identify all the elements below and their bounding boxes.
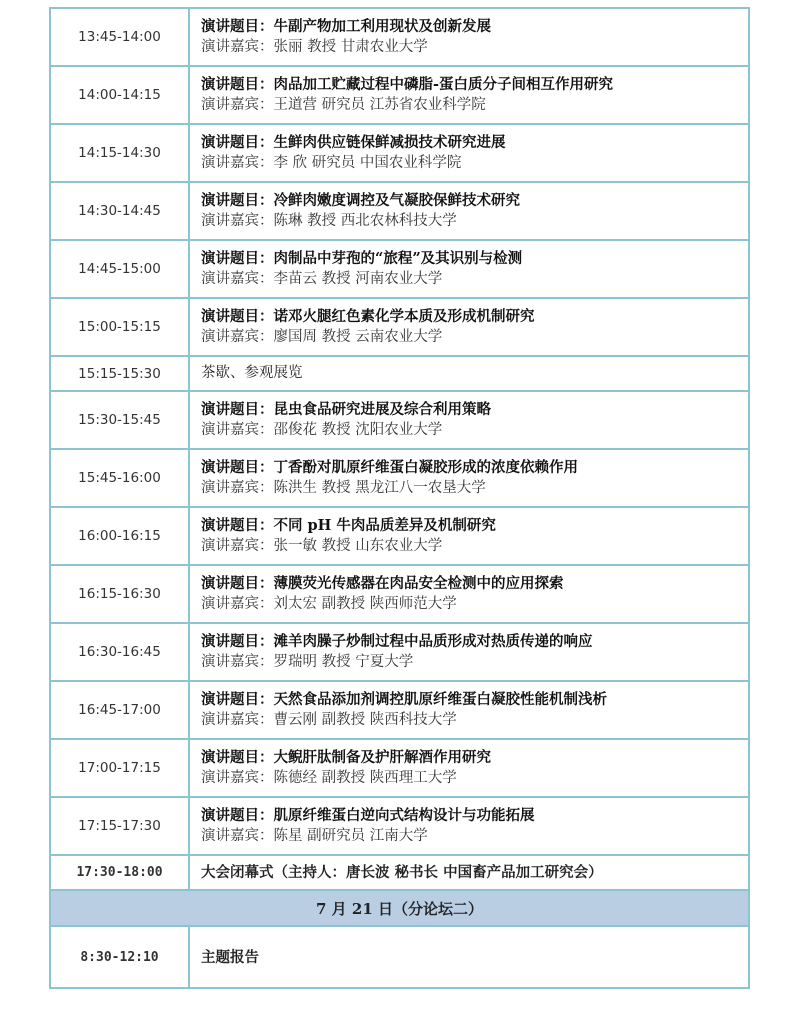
talk-speaker: 演讲嘉宾：张一敏 教授 山东农业大学 — [201, 538, 443, 554]
talk-speaker: 演讲嘉宾：李苗云 教授 河南农业大学 — [201, 271, 443, 287]
talk-cell — [189, 565, 749, 623]
time-cell: 16:30-16:45 — [50, 623, 189, 681]
talk-row — [50, 124, 749, 182]
talk-speaker: 演讲嘉宾：邵俊花 教授 沈阳农业大学 — [201, 422, 443, 438]
time-cell: 14:30-14:45 — [50, 182, 189, 240]
day-header-row — [50, 890, 749, 926]
closing-text: 大会闭幕式（主持人：唐长波 秘书长 中国畜产品加工研究会） — [189, 855, 749, 890]
talk-speaker: 演讲嘉宾：陈琳 教授 西北农林科技大学 — [201, 213, 457, 229]
talk-row — [50, 391, 749, 449]
talk-speaker: 演讲嘉宾：陈洪生 教授 黑龙江八一农垦大学 — [201, 480, 486, 496]
time-cell: 15:00-15:15 — [50, 298, 189, 356]
talk-cell — [189, 507, 749, 565]
talk-cell — [189, 681, 749, 739]
talk-speaker: 演讲嘉宾：曹云刚 副教授 陕西科技大学 — [201, 712, 457, 728]
talk-row — [50, 739, 749, 797]
break-group — [50, 356, 749, 391]
closing-group — [50, 855, 749, 988]
day-header: 7 月 21 日（分论坛二） — [50, 890, 749, 926]
talk-row — [50, 449, 749, 507]
talk-speaker: 演讲嘉宾：刘太宏 副教授 陕西师范大学 — [201, 596, 457, 612]
talk-cell — [189, 66, 749, 124]
talk-topic: 演讲题目：冷鲜肉嫩度调控及气凝胶保鲜技术研究 — [201, 192, 520, 209]
talk-cell — [189, 124, 749, 182]
talk-topic: 演讲题目：丁香酚对肌原纤维蛋白凝胶形成的浓度依赖作用 — [201, 459, 578, 476]
talk-row — [50, 681, 749, 739]
talk-row — [50, 797, 749, 855]
talk-row — [50, 623, 749, 681]
time-cell: 17:15-17:30 — [50, 797, 189, 855]
talk-topic: 演讲题目：诺邓火腿红色素化学本质及形成机制研究 — [201, 308, 535, 325]
talk-cell — [189, 623, 749, 681]
talk-topic: 演讲题目：牛副产物加工利用现状及创新发展 — [201, 18, 491, 35]
talk-speaker: 演讲嘉宾：李 欣 研究员 中国农业科学院 — [201, 155, 462, 171]
talk-speaker: 演讲嘉宾：廖国周 教授 云南农业大学 — [201, 329, 443, 345]
closing-row — [50, 855, 749, 890]
schedule-table — [49, 7, 750, 989]
talks-group-1 — [50, 8, 749, 356]
report-row — [50, 926, 749, 988]
talk-topic: 演讲题目：不同 pH 牛肉品质差异及机制研究 — [201, 517, 496, 534]
time-cell: 15:30-15:45 — [50, 391, 189, 449]
talk-topic: 演讲题目：薄膜荧光传感器在肉品安全检测中的应用探索 — [201, 575, 564, 592]
talk-row — [50, 240, 749, 298]
talk-row — [50, 66, 749, 124]
time-cell: 14:45-15:00 — [50, 240, 189, 298]
talk-row — [50, 507, 749, 565]
time-cell: 16:00-16:15 — [50, 507, 189, 565]
talk-topic: 演讲题目：昆虫食品研究进展及综合利用策略 — [201, 401, 491, 418]
time-cell: 13:45-14:00 — [50, 8, 189, 66]
time-cell: 15:15-15:30 — [50, 356, 189, 391]
talk-topic: 演讲题目：肌原纤维蛋白逆向式结构设计与功能拓展 — [201, 807, 535, 824]
talk-row — [50, 298, 749, 356]
time-cell: 16:45-17:00 — [50, 681, 189, 739]
talk-speaker: 演讲嘉宾：陈星 副研究员 江南大学 — [201, 828, 428, 844]
report-text: 主题报告 — [189, 926, 749, 988]
talk-cell — [189, 8, 749, 66]
time-cell: 14:00-14:15 — [50, 66, 189, 124]
time-cell: 14:15-14:30 — [50, 124, 189, 182]
talk-speaker: 演讲嘉宾：陈德经 副教授 陕西理工大学 — [201, 770, 457, 786]
talk-speaker: 演讲嘉宾：罗瑞明 教授 宁夏大学 — [201, 654, 414, 670]
talks-group-2 — [50, 391, 749, 855]
talk-topic: 演讲题目：天然食品添加剂调控肌原纤维蛋白凝胶性能机制浅析 — [201, 691, 607, 708]
talk-cell — [189, 739, 749, 797]
talk-row — [50, 8, 749, 66]
talk-topic: 演讲题目：大鲵肝肽制备及护肝解酒作用研究 — [201, 749, 491, 766]
talk-row — [50, 565, 749, 623]
talk-cell — [189, 182, 749, 240]
time-cell: 15:45-16:00 — [50, 449, 189, 507]
talk-speaker: 演讲嘉宾：王道营 研究员 江苏省农业科学院 — [201, 97, 486, 113]
time-cell: 8:30-12:10 — [50, 926, 189, 988]
time-cell: 16:15-16:30 — [50, 565, 189, 623]
break-row — [50, 356, 749, 391]
talk-topic: 演讲题目：肉制品中芽孢的“旅程”及其识别与检测 — [201, 250, 523, 267]
talk-cell — [189, 298, 749, 356]
talk-topic: 演讲题目：生鲜肉供应链保鲜减损技术研究进展 — [201, 134, 506, 151]
talk-cell — [189, 240, 749, 298]
talk-cell — [189, 797, 749, 855]
talk-cell — [189, 391, 749, 449]
time-cell: 17:30-18:00 — [50, 855, 189, 890]
talk-speaker: 演讲嘉宾：张丽 教授 甘肃农业大学 — [201, 39, 428, 55]
talk-topic: 演讲题目：滩羊肉臊子炒制过程中品质形成对热质传递的响应 — [201, 633, 593, 650]
talk-row — [50, 182, 749, 240]
talk-topic: 演讲题目：肉品加工贮藏过程中磷脂-蛋白质分子间相互作用研究 — [201, 76, 614, 93]
break-text: 茶歇、参观展览 — [189, 356, 749, 391]
time-cell: 17:00-17:15 — [50, 739, 189, 797]
talk-cell — [189, 449, 749, 507]
